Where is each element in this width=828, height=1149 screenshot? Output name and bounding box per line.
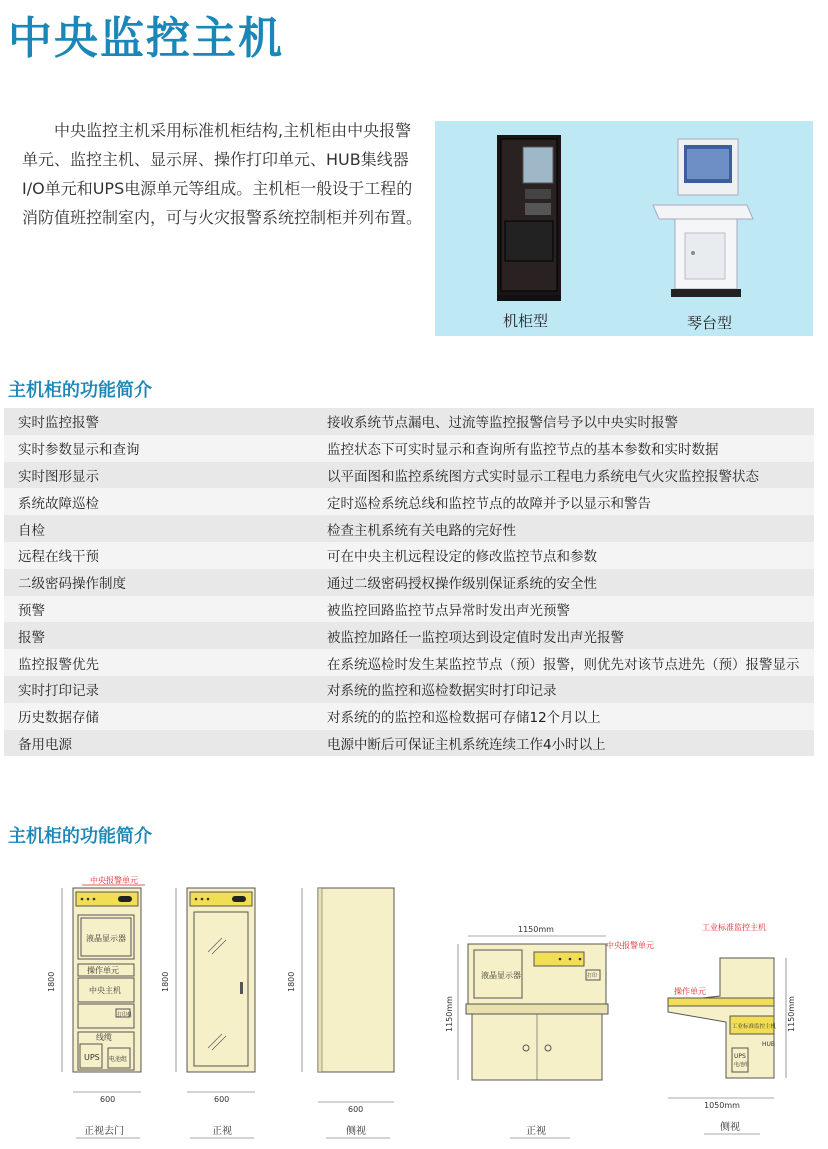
function-name: 历史数据存储 bbox=[4, 703, 313, 730]
function-description: 定时巡检系统总线和监控节点的故障并予以显示和警告 bbox=[313, 488, 814, 515]
table-row bbox=[4, 703, 814, 730]
table-row bbox=[4, 515, 814, 542]
page-title: 中央监控主机 bbox=[8, 13, 284, 64]
function-description: 通过二级密码授权操作级别保证系统的安全性 bbox=[313, 569, 814, 596]
d3-height: 1800 bbox=[287, 971, 296, 992]
function-name: 二级密码操作制度 bbox=[4, 569, 313, 596]
d5-ups-label: UPS bbox=[734, 1053, 746, 1060]
function-description: 对系统的的监控和巡检数据可存储12个月以上 bbox=[313, 703, 814, 730]
d1-battery-label: 电池组 bbox=[109, 1056, 128, 1063]
function-name: 实时监控报警 bbox=[4, 408, 313, 435]
d5-width: 1050mm bbox=[704, 1101, 740, 1110]
d4-alarm-label: 中央报警单元 bbox=[606, 941, 654, 950]
function-description: 被监控加路任一监控项达到设定值时发出声光报警 bbox=[313, 622, 814, 649]
d5-title: 工业标准监控主机 bbox=[702, 923, 766, 932]
section-title-drawings: 主机柜的功能简介 bbox=[8, 826, 152, 847]
function-description: 接收系统节点漏电、过流等监控报警信号予以中央实时报警 bbox=[313, 408, 814, 435]
d5-op-label: 操作单元 bbox=[674, 987, 706, 996]
function-name: 实时图形显示 bbox=[4, 462, 313, 489]
d1-op-label: 操作单元 bbox=[87, 966, 119, 975]
d5-caption: 侧视 bbox=[720, 1122, 740, 1133]
table-row bbox=[4, 435, 814, 462]
table-row bbox=[4, 622, 814, 649]
d1-width: 600 bbox=[100, 1095, 116, 1104]
d1-caption: 正视去门 bbox=[84, 1126, 124, 1137]
d5-host-label: 工业标准监控主机 bbox=[732, 1024, 777, 1030]
function-name: 报警 bbox=[4, 622, 313, 649]
d2-width: 600 bbox=[214, 1095, 230, 1104]
function-description: 对系统的监控和巡检数据实时打印记录 bbox=[313, 676, 814, 703]
drawing-console-side bbox=[668, 922, 796, 1134]
table-row bbox=[4, 462, 814, 489]
d1-height: 1800 bbox=[47, 971, 56, 992]
table-row bbox=[4, 488, 814, 515]
d1-host-label: 中央主机 bbox=[89, 986, 121, 995]
function-description: 电源中断后可保证主机系统连续工作4小时以上 bbox=[313, 730, 814, 757]
function-description: 监控状态下可实时显示和查询所有监控节点的基本参数和实时数据 bbox=[313, 435, 814, 462]
function-name: 监控报警优先 bbox=[4, 649, 313, 676]
drawing-front-door bbox=[161, 888, 255, 1138]
drawing-side bbox=[287, 888, 394, 1138]
technical-drawings bbox=[40, 862, 820, 1148]
product-photos bbox=[435, 121, 813, 336]
function-name: 备用电源 bbox=[4, 730, 313, 757]
d3-width: 600 bbox=[348, 1105, 364, 1114]
function-description: 在系统巡检时发生某监控节点（预）报警，则优先对该节点进先（预）报警显示 bbox=[313, 649, 814, 676]
intro-text: 中央监控主机采用标准机柜结构,主机柜由中央报警单元、监控主机、显示屏、操作打印单元、HUB集线器I/O单元和UPS电源单元等组成。主机柜一般设于工程的消防值班控制室内，可与火灾报警系统控制柜并列布置。 bbox=[22, 121, 423, 227]
function-name: 实时打印记录 bbox=[4, 676, 313, 703]
d1-lcd-label: 液晶显示器 bbox=[86, 934, 126, 943]
d3-caption: 侧视 bbox=[346, 1126, 366, 1137]
cabinet-image bbox=[497, 135, 561, 301]
d1-line-label: 线缆 bbox=[96, 1033, 112, 1042]
function-description: 检查主机系统有关电路的完好性 bbox=[313, 515, 814, 542]
section-title-functions: 主机柜的功能简介 bbox=[8, 380, 152, 401]
function-description: 被监控回路监控节点异常时发出声光预警 bbox=[313, 596, 814, 623]
d5-hub-label: HUB bbox=[762, 1041, 776, 1048]
d1-ups-label: UPS bbox=[84, 1053, 100, 1062]
function-name: 系统故障巡检 bbox=[4, 488, 313, 515]
intro-paragraph bbox=[22, 116, 422, 232]
table-row bbox=[4, 649, 814, 676]
table-row bbox=[4, 730, 814, 757]
drawing-front-open bbox=[47, 875, 145, 1138]
d4-printer-label: 打印 bbox=[587, 973, 598, 979]
function-name: 自检 bbox=[4, 515, 313, 542]
table-row bbox=[4, 408, 814, 435]
function-name: 远程在线干预 bbox=[4, 542, 313, 569]
d1-printer-label: 打印机 bbox=[117, 1012, 133, 1018]
d2-height: 1800 bbox=[161, 971, 170, 992]
function-description: 可在中央主机远程设定的修改监控节点和参数 bbox=[313, 542, 814, 569]
table-row bbox=[4, 596, 814, 623]
console-image bbox=[653, 139, 753, 297]
cabinet-caption: 机柜型 bbox=[503, 312, 549, 330]
table-row bbox=[4, 542, 814, 569]
table-row bbox=[4, 676, 814, 703]
d4-caption: 正视 bbox=[526, 1126, 546, 1137]
function-description: 以平面图和监控系统图方式实时显示工程电力系统电气火灾监控报警状态 bbox=[313, 462, 814, 489]
d4-width: 1150mm bbox=[518, 925, 554, 934]
d5-battery-label: 电池组 bbox=[734, 1062, 750, 1068]
d3-cabinet-body bbox=[318, 888, 394, 1072]
drawing-console-front bbox=[445, 925, 654, 1138]
d4-height: 1150mm bbox=[445, 996, 454, 1032]
table-row bbox=[4, 569, 814, 596]
d1-alarm-label: 中央报警单元 bbox=[90, 876, 138, 885]
function-name: 预警 bbox=[4, 596, 313, 623]
function-name: 实时参数显示和查询 bbox=[4, 435, 313, 462]
d2-caption: 正视 bbox=[212, 1126, 232, 1137]
console-caption: 琴台型 bbox=[687, 314, 733, 332]
d4-lcd-label: 液晶显示器 bbox=[481, 971, 521, 980]
d5-height: 1150mm bbox=[787, 996, 796, 1032]
product-illustration bbox=[435, 121, 813, 336]
function-table bbox=[4, 408, 814, 756]
